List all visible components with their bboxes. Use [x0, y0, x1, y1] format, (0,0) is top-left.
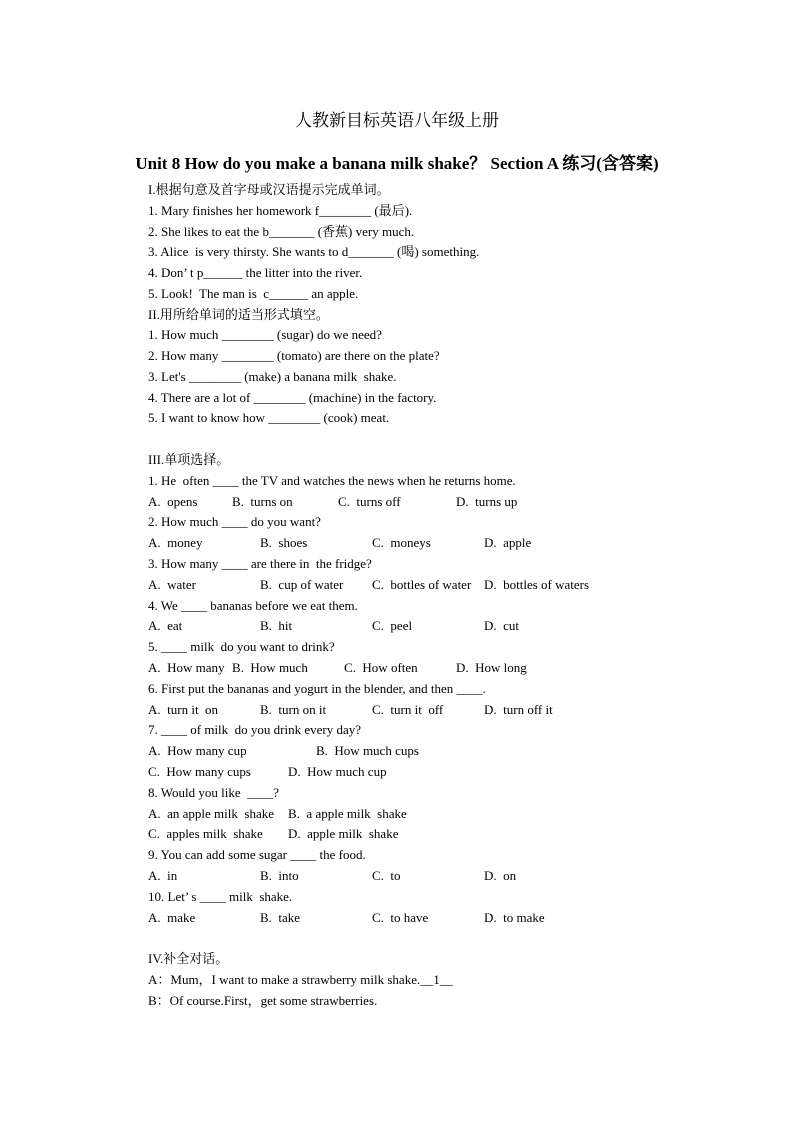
question-text: 8. Would you like ____?	[148, 785, 279, 800]
answer-option: A. an apple milk shake	[148, 806, 274, 821]
question-text: 10. Let’ s ____ milk shake.	[148, 889, 293, 904]
document-subtitle: Unit 8 How do you make a banana milk shake？ Section A 练习(含答案)	[135, 154, 659, 173]
section-heading: III.单项选择。	[148, 452, 230, 467]
answer-option: D. turns up	[456, 494, 518, 509]
answer-option: B. How much cups	[316, 743, 419, 758]
dialogue-line: B：Of course.First，get some strawberries.	[148, 993, 378, 1008]
answer-option: D. apple	[484, 535, 532, 550]
exercise-item: 2. How many ________ (tomato) are there on the plate?	[148, 348, 440, 363]
answer-option: D. How long	[456, 660, 527, 675]
section-heading: IV.补全对话。	[148, 951, 229, 966]
answer-option: B. shoes	[260, 535, 308, 550]
answer-option: B. hit	[260, 618, 293, 633]
section-heading: II.用所给单词的适当形式填空。	[148, 307, 329, 322]
exercise-item: 5. Look! The man is c______ an apple.	[148, 286, 359, 301]
answer-option: D. bottles of waters	[484, 577, 590, 592]
question-text: 2. How much ____ do you want?	[148, 514, 321, 529]
answer-option: D. on	[484, 868, 517, 883]
answer-option: A. How many	[148, 660, 225, 675]
section-heading: I.根据句意及首字母或汉语提示完成单词。	[148, 182, 390, 197]
exercise-item: 4. Don’ t p______ the litter into the river.	[148, 265, 363, 280]
answer-option: D. to make	[484, 910, 545, 925]
question-text: 1. He often ____ the TV and watches the news when he returns home.	[148, 473, 516, 488]
answer-option: C. peel	[372, 618, 413, 633]
answer-option: A. water	[148, 577, 197, 592]
answer-option: A. turn it on	[148, 702, 219, 717]
dialogue-line: A：Mum，I want to make a strawberry milk shake.__1__	[148, 972, 453, 987]
answer-option: C. How often	[344, 660, 418, 675]
question-text: 6. First put the bananas and yogurt in the blender, and then ____.	[148, 681, 486, 696]
answer-option: A. money	[148, 535, 203, 550]
answer-option: A. make	[148, 910, 196, 925]
answer-option: D. cut	[484, 618, 520, 633]
exercise-item: 2. She likes to eat the b_______ (香蕉) very much.	[148, 224, 415, 239]
exercise-item: 4. There are a lot of ________ (machine) in the factory.	[148, 390, 437, 405]
answer-option: A. opens	[148, 494, 198, 509]
question-text: 3. How many ____ are there in the fridge?	[148, 556, 372, 571]
answer-option: B. cup of water	[260, 577, 344, 592]
answer-option: C. turn it off	[372, 702, 444, 717]
answer-option: B. How much	[232, 660, 308, 675]
answer-option: C. to	[372, 868, 401, 883]
answer-option: B. turns on	[232, 494, 293, 509]
answer-option: D. turn off it	[484, 702, 553, 717]
question-text: 9. You can add some sugar ____ the food.	[148, 847, 366, 862]
answer-option: C. to have	[372, 910, 429, 925]
answer-option: C. moneys	[372, 535, 431, 550]
answer-option: C. apples milk shake	[148, 826, 263, 841]
answer-option: A. How many cup	[148, 743, 247, 758]
answer-option: C. How many cups	[148, 764, 251, 779]
answer-option: A. eat	[148, 618, 183, 633]
document-title: 人教新目标英语八年级上册	[295, 111, 499, 131]
answer-option: C. bottles of water	[372, 577, 472, 592]
answer-option: B. turn on it	[260, 702, 327, 717]
question-text: 5. ____ milk do you want to drink?	[148, 639, 335, 654]
answer-option: B. into	[260, 868, 299, 883]
question-text: 4. We ____ bananas before we eat them.	[148, 598, 358, 613]
answer-option: B. take	[260, 910, 301, 925]
question-text: 7. ____ of milk do you drink every day?	[148, 722, 362, 737]
exercise-item: 3. Let's ________ (make) a banana milk shake.	[148, 369, 397, 384]
answer-option: C. turns off	[338, 494, 401, 509]
answer-option: B. a apple milk shake	[288, 806, 407, 821]
exercise-item: 1. How much ________ (sugar) do we need?	[148, 327, 382, 342]
exercise-item: 5. I want to know how ________ (cook) meat.	[148, 410, 390, 425]
exercise-item: 1. Mary finishes her homework f________ (最后).	[148, 203, 413, 218]
answer-option: D. apple milk shake	[288, 826, 399, 841]
answer-option: A. in	[148, 868, 178, 883]
exercise-item: 3. Alice is very thirsty. She wants to d_______ (喝) something.	[148, 244, 480, 259]
answer-option: D. How much cup	[288, 764, 387, 779]
